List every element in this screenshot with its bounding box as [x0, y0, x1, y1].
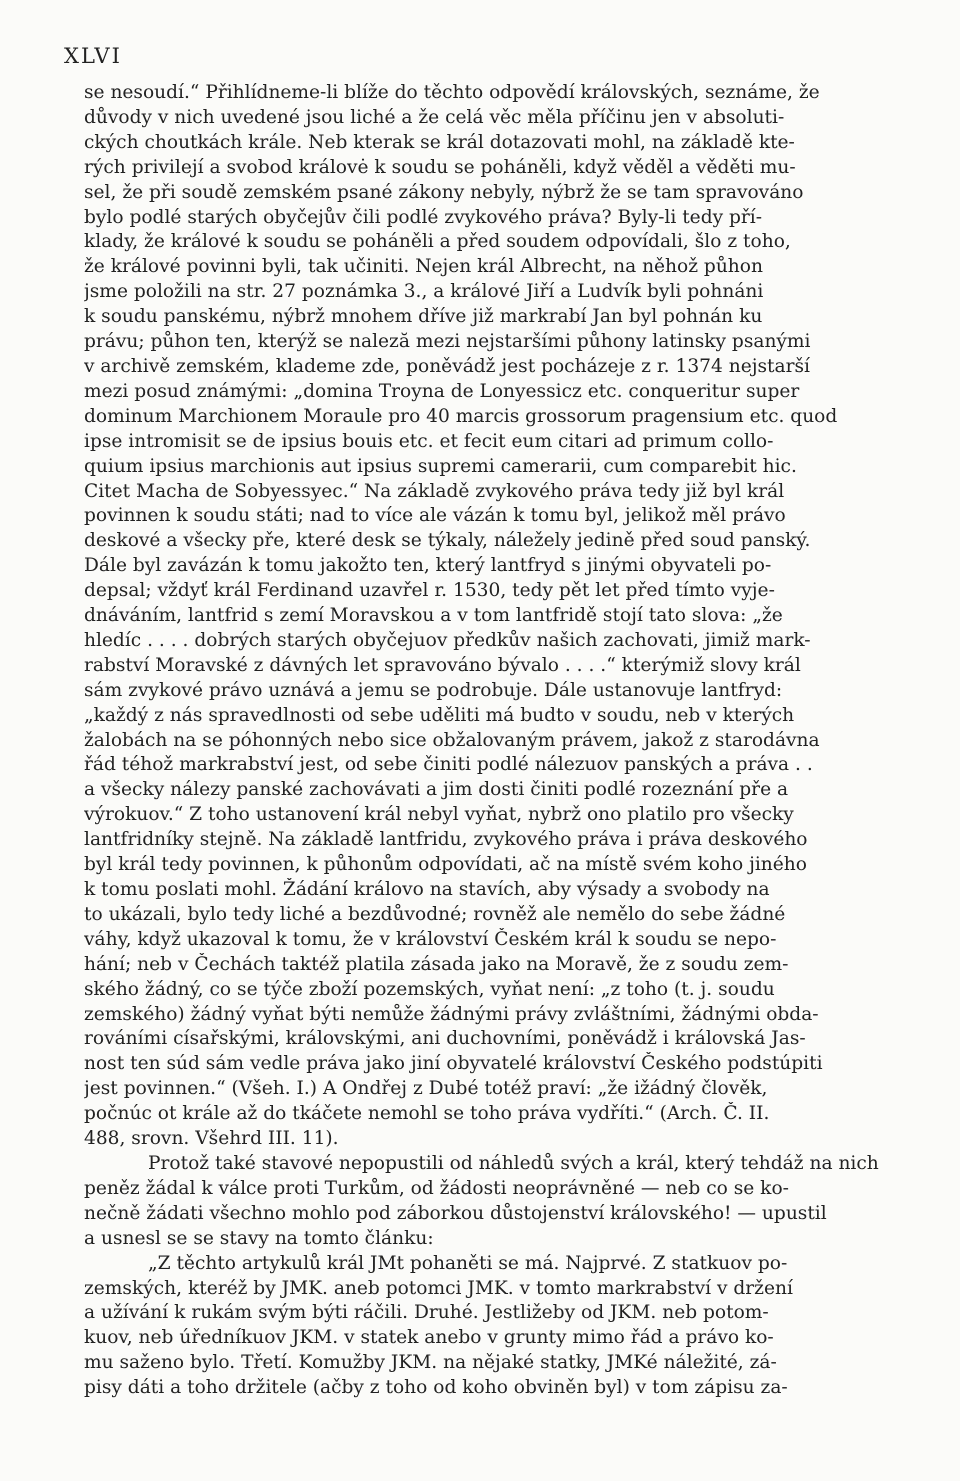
text-line: že králové povinni byli, tak učiniti. Nejen král Albrecht, na něhož půhon — [84, 256, 763, 278]
text-line: ského žádný, co se týče zboží pozemských, vyňat není: „z toho (t. j. soudu — [84, 978, 775, 1000]
page-number: XLVI — [64, 44, 122, 68]
text-line: výrokuov.“ Z toho ustanovení král nebyl vyňat, nybrž ono platilo pro všecky — [84, 804, 794, 826]
text-line: zemských, kteréž by JMK. aneb potomci JMK. v tomto markrabství v držení — [84, 1277, 793, 1299]
text-line: Citet Macha de Sobyessyec.“ Na základě zvykového práva tedy již byl král — [84, 480, 785, 502]
text-line: hledíc . . . . dobrých starých obyčejuov předkův našich zachovati, jimiž mark- — [84, 629, 811, 651]
text-line: dominum Marchionem Moraule pro 40 marcis grossorum pragensium etc. quod — [84, 405, 838, 427]
text-line: mezi posud známými: „domina Troyna de Lonyessicz etc. conqueritur super — [84, 380, 800, 402]
text-line: bylo podlé starých obyčejův čili podlé zvykového práva? Byly-li tedy pří- — [84, 206, 763, 228]
text-line: důvody v nich uvedené jsou liché a že celá věc měla příčinu jen v absoluti- — [84, 106, 785, 128]
text-line: quium ipsius marchionis aut ipsius supremi camerarii, cum comparebit hic. — [84, 455, 797, 477]
text-line: zemského) žádný vyňat býti nemůže žádnými právy zvláštními, žádnými obda- — [84, 1003, 819, 1025]
text-line: nost ten súd sám vedle práva jako jiní obyvatelé království Českého podstúpiti — [84, 1053, 823, 1075]
text-line: peněz žádal k válce proti Turkům, od žádosti neoprávněné — neb co se ko- — [84, 1177, 789, 1199]
text-line: počnúc ot krále až do tkáčete nemohl se toho práva vydříti.“ (Arch. Č. II. — [84, 1103, 770, 1125]
text-line: sel, že při soudě zemském psané zákony nebyly, nýbrž že se tam spravováno — [84, 181, 804, 203]
body-text — [84, 81, 884, 1401]
text-line: byl král tedy povinnen, k půhonům odpovídati, ač na místě svém koho jiného — [84, 854, 807, 876]
text-line: mu saženo bylo. Třetí. Komužby JKM. na nějaké statky, JMKé náležité, zá- — [84, 1352, 777, 1374]
text-line: řád téhož markrabství jest, od sebe činiti podlé nálezuov panských a práva . . — [84, 754, 813, 776]
text-line: a všecky nálezy panské zachovávati a jim dosti činiti podlé rozeznání pře a — [84, 779, 789, 801]
text-line: sám zvykové právo uznává a jemu se podrobuje. Dále ustanovuje lantfryd: — [84, 679, 783, 701]
text-line: ckých choutkách krále. Neb kterak se král dotazovati mohl, na základě kte- — [84, 131, 795, 153]
text-line: lantfridníky stejně. Na základě lantfridu, zvykového práva i práva deskového — [84, 829, 808, 851]
text-line: „Z těchto artykulů král JMt pohaněti se má. Najprvé. Z statkuov po- — [148, 1252, 788, 1274]
text-line: a užívání k rukám svým býti ráčili. Druhé. Jestližeby od JKM. neb potom- — [84, 1302, 769, 1324]
text-line: se nesoudí.“ Přihlídneme-li blíže do těchto odpovědí královských, seznáme, že — [84, 82, 820, 103]
text-line: k soudu panskému, nýbrž mnohem dříve již markrabí Jan byl pohnán ku — [84, 306, 763, 328]
text-line: žalobách na se póhonných nebo sice obžalovaným právem, jakož z starodávna — [84, 729, 820, 751]
text-line: k tomu poslati mohl. Žádání královo na stavích, aby výsady a svobody na — [84, 879, 770, 900]
text-line: kuov, neb úředníkuov JKM. v statek anebo v grunty mimo řád a právo ko- — [84, 1327, 774, 1349]
text-line: klady, že králové k soudu se poháněli a před soudem odpovídali, šlo z toho, — [84, 231, 791, 253]
text-line: jest povinnen.“ (Všeh. I.) A Ondřej z Dubé totéž praví: „že ižádný člověk, — [84, 1078, 768, 1100]
text-line: pisy dáti a toho držitele (ačby z toho od koho obviněn byl) v tom zápisu za- — [84, 1377, 788, 1399]
text-line: v archivě zemském, klademe zde, poněvádž jest pocházeje z r. 1374 nejstarší — [84, 355, 810, 377]
text-line: deskové a všecky pře, které desk se týkaly, náležely jedině před soud panský. — [84, 530, 811, 552]
text-line: jsme položili na str. 27 poznámka 3., a králové Jiří a Ludvík byli pohnáni — [84, 281, 764, 303]
text-line: váhy, když ukazoval k tomu, že v království Českém král k soudu se nepo- — [84, 928, 777, 950]
text-line: Protož také stavové nepopustili od náhledů svých a král, který tehdáž na nich — [148, 1152, 879, 1174]
text-line: ipse intromisit se de ipsius bouis etc. et fecit eum citari ad primum collo- — [84, 430, 774, 452]
text-line: povinnen k soudu státi; nad to více ale vázán k tomu byl, jelikož měl právo — [84, 505, 786, 527]
text-line: depsal; vždyť král Ferdinand uzavřel r. 1530, tedy pět let před tímto vyje- — [84, 580, 775, 602]
text-line: rováními císařskými, královskými, ani duchovními, poněvádž i královská Jas- — [84, 1028, 806, 1050]
text-line: a usnesl se se stavy na tomto článku: — [84, 1227, 434, 1249]
text-line: 488, srovn. Všehrd III. 11). — [84, 1128, 339, 1150]
text-line: Dále byl zavázán k tomu jakožto ten, který lantfryd s jinými obyvateli po- — [84, 555, 772, 577]
text-line: rabství Moravské z dávných let spravováno bývalo . . . .“ kterýmiž slovy král — [84, 654, 801, 676]
text-line: rých privilejí a svobod královė k soudu se poháněli, když věděl a věděti mu- — [84, 156, 796, 178]
text-line: nečně žádati všechno mohlo pod záborkou důstojenství královského! — upustil — [84, 1202, 827, 1224]
text-line: právu; půhon ten, kterýž se naleză mezi nejstaršími půhony latinsky psanými — [84, 331, 811, 353]
text-line: dnáváním, lantfrid s zemí Moravskou a v tom lantfridě stojí tato slova: „že — [84, 605, 783, 627]
text-line: to ukázali, bylo tedy liché a bezdůvodné; rovněž ale nemělo do sebe žádné — [84, 903, 786, 925]
text-line: hání; neb v Čechách taktéž platila zásada jako na Moravě, že z soudu zem- — [84, 953, 789, 975]
text-line: „každý z nás spravedlnosti od sebe uděliti má budto v soudu, neb v kterých — [84, 704, 795, 726]
